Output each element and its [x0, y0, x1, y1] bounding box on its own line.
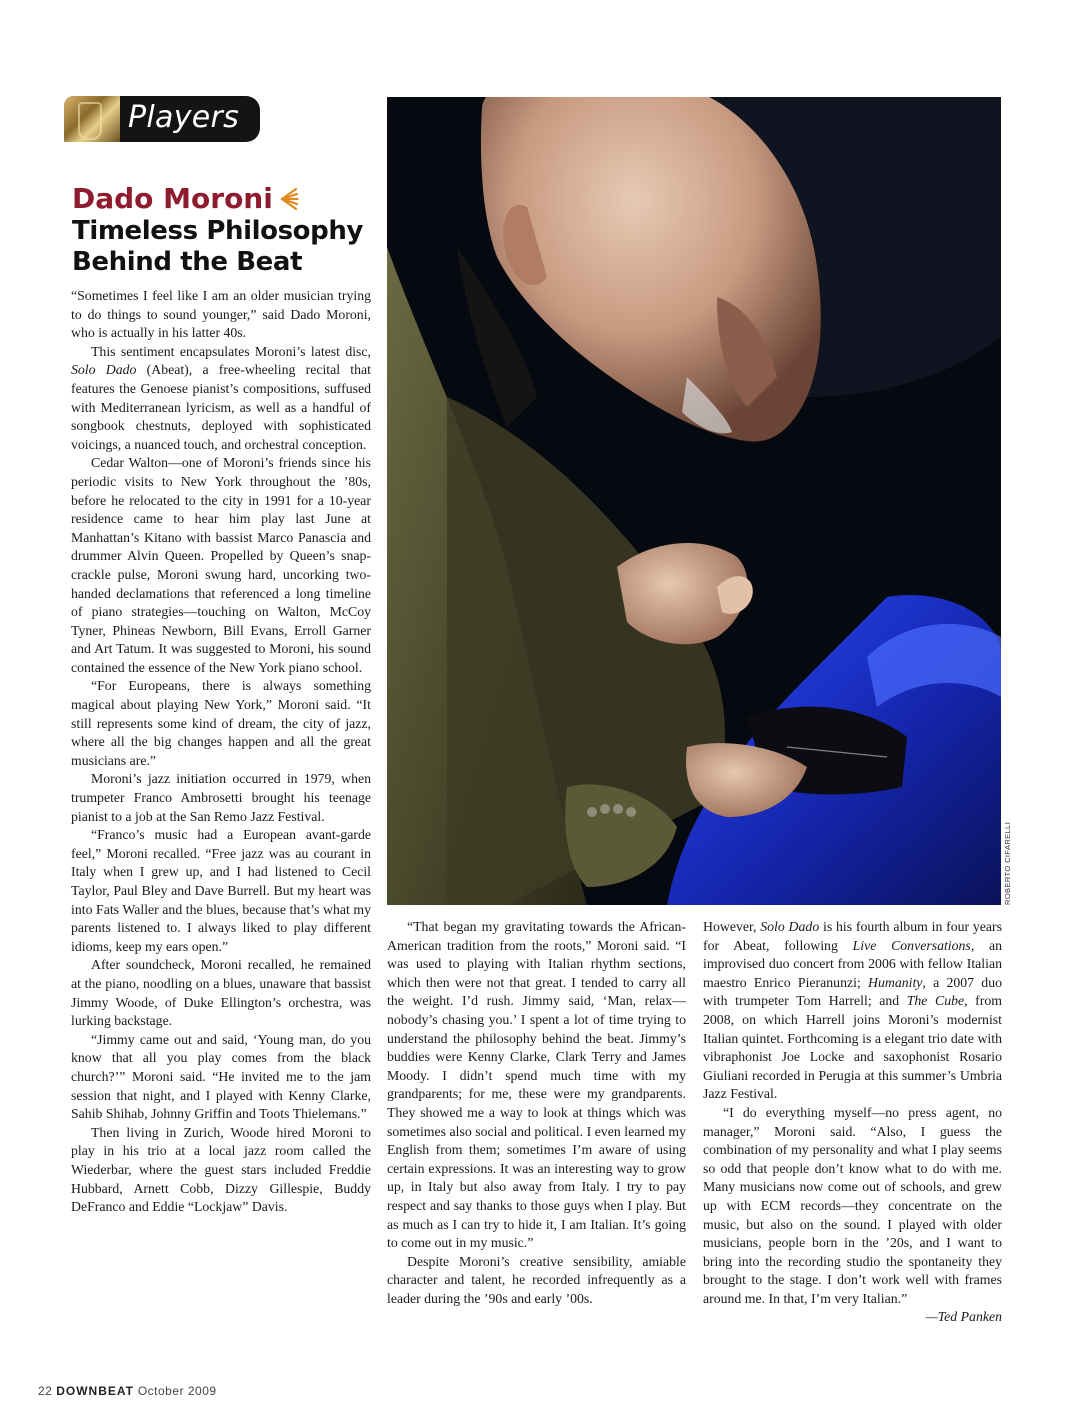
- album-title: Live Conversations: [852, 937, 971, 953]
- paragraph: Moroni’s jazz initiation occurred in 1979, when trumpeter Franco Ambrosetti brought his teenage pianist to a job at the San Remo Jazz Festival.: [71, 771, 371, 824]
- section-label: Players: [128, 100, 240, 135]
- page-number: 22: [38, 1384, 53, 1398]
- paragraph: “That began my gravitating towards the African-American tradition from the roots,” Moroni said. “I was used to playing with Italian rhythm sections, which then were not that great. I tended to carry all the weight. I’d rush. Jimmy said, ‘Man, relax—nobody’s chasing you.’ I spent a lot of time trying to understand the philosophy behind the beat. Jimmy’s buddies were Kenny Clarke, Clark Terry and James Moody. I didn’t spend much time with my grandparents; for me, these were my grandparents. They showed me a way to look at things which was sometimes also social and political. I even learned my English from them; sometimes I’m aware of using certain expressions. It was an interesting way to grow up, in Italy but also away from Italy. I try to pay respect and say thanks to those guys when I play. But as much as I can try to hide it, I am Italian. It’s going to come out in my music.”: [387, 919, 686, 1251]
- album-title: Solo Dado: [760, 919, 820, 934]
- paragraph: Despite Moroni’s creative sensibility, amiable character and talent, he recorded infrequently as a leader during the ’90s and early ’00s.: [387, 1253, 686, 1306]
- paragraph: “Jimmy came out and said, ‘Young man, do you know that all you play comes from the black church?’” Moroni said. “He invited me to the jam session that night, and I played with Kenny Clarke, Sahib Shihab, Johnny Griffin and Toots Thielemans.”: [71, 1031, 371, 1122]
- subtitle-line: Behind the Beat: [72, 247, 303, 277]
- subtitle-line: Timeless Philosophy: [72, 216, 363, 246]
- article-column-2: [387, 918, 686, 1308]
- page-folio: [38, 1384, 217, 1398]
- article-title-row: [72, 184, 372, 214]
- article-subtitle: [72, 216, 372, 278]
- article-title: Dado Moroni: [72, 182, 273, 215]
- paragraph: This sentiment encapsulates Moroni’s latest disc, Solo Dado (Abeat), a free-wheeling recital that features the Genoese pianist’s compositions, suffused with Mediterranean lyricism, as well as a handful of songbook chestnuts, deployed with sophisticated voicings, a nuanced touch, and orchestral conception.: [71, 343, 371, 452]
- paragraph: “I do everything myself—no press agent, no manager,” Moroni said. “Also, I guess the combination of my personality and what I play seems so odd that people don’t know what to do with me. Many musicians now come out of schools, and grew up with ECM records—they concentrate on the music, but also on the sound. I played with older musicians, people born in the ’20s, and I want to bring into the recording studio the spontaneity they brought to the stage. I don’t work well with frames around me. In that, I’m very Italian.” —Ted Panken: [703, 1104, 1002, 1309]
- article-column-3: [703, 918, 1002, 1327]
- pianist-photo: [387, 97, 1001, 905]
- album-title: Humanity: [868, 974, 923, 990]
- article-column-1: [71, 287, 371, 1217]
- paragraph: However, Solo Dado is his fourth album in four years for Abeat, following Live Conversations, an improvised duo concert from 2006 with fellow Italian maestro Enrico Pieranunzi; Humanity, a 2007 duo with trumpeter Tom Harrell; and The Cube, from 2008, on which Harrell joins Moroni’s modernist Italian quintet. Forthcoming is a elegant trio date with vibraphonist Joe Locke and saxophonist Rosario Giuliani recorded in Perugia at this summer’s Umbria Jazz Festival.: [703, 919, 1003, 1102]
- article-headline: [72, 184, 372, 278]
- fan-ray-icon: [279, 186, 299, 212]
- paragraph: After soundcheck, Moroni recalled, he remained at the piano, noodling on a blues, unaware that bassist Jimmy Woode, of Duke Ellington’s orchestra, was lurking backstage.: [71, 957, 371, 1029]
- album-title: The Cube: [906, 993, 965, 1009]
- paragraph: “For Europeans, there is always something magical about playing New York,” Moroni said. “It still represents some kind of dream, the city of jazz, where all the big changes happen and all the great musicians are.”: [71, 678, 371, 768]
- paragraph: “Franco’s music had a European avant-garde feel,” Moroni recalled. “Free jazz was au courant in Italy when I grew up, and I had listened to Cecil Taylor, Paul Bley and Dave Burrell. But my heart was into Fats Waller and the blues, because that’s what my parents listened to. I always liked to play different idioms, keep my ears open.”: [71, 827, 371, 954]
- saxophone-thumbnail-icon: [64, 96, 120, 142]
- photo-credit: ROBERTO CIFARELLI: [1003, 821, 1012, 905]
- magazine-name: DOWNBEAT: [56, 1384, 134, 1398]
- pianist-illustration: [387, 97, 1001, 905]
- paragraph: “Sometimes I feel like I am an older musician trying to do things to sound younger,” said Dado Moroni, who is actually in his latter 40s.: [71, 288, 371, 341]
- paragraph: Cedar Walton—one of Moroni’s friends since his periodic visits to New York throughout the ’80s, before he relocated to the city in 1991 for a 10-year residence came to hear him play last June at Manhattan’s Kitano with bassist Marco Panascia and drummer Alvin Queen. Propelled by Queen’s snap-crackle pulse, Moroni swung hard, uncorking two-handed declamations that referenced a long timeline of piano strategies—touching on Walton, McCoy Tyner, Phineas Newborn, Bill Evans, Erroll Garner and Art Tatum. It was suggested to Moroni, his sound contained the essence of the New York piano school.: [71, 455, 371, 675]
- section-tab: [64, 96, 260, 142]
- paragraph: Then living in Zurich, Woode hired Moroni to play in his trio at a local jazz room called the Wiederbar, where the guest stars included Freddie Hubbard, Arnett Cobb, Dizzy Gillespie, Buddy DeFranco and Eddie “Lockjaw” Davis.: [71, 1124, 371, 1215]
- album-title: Solo Dado: [71, 362, 137, 378]
- byline: —Ted Panken: [925, 1309, 1002, 1325]
- issue-date: October 2009: [137, 1384, 217, 1398]
